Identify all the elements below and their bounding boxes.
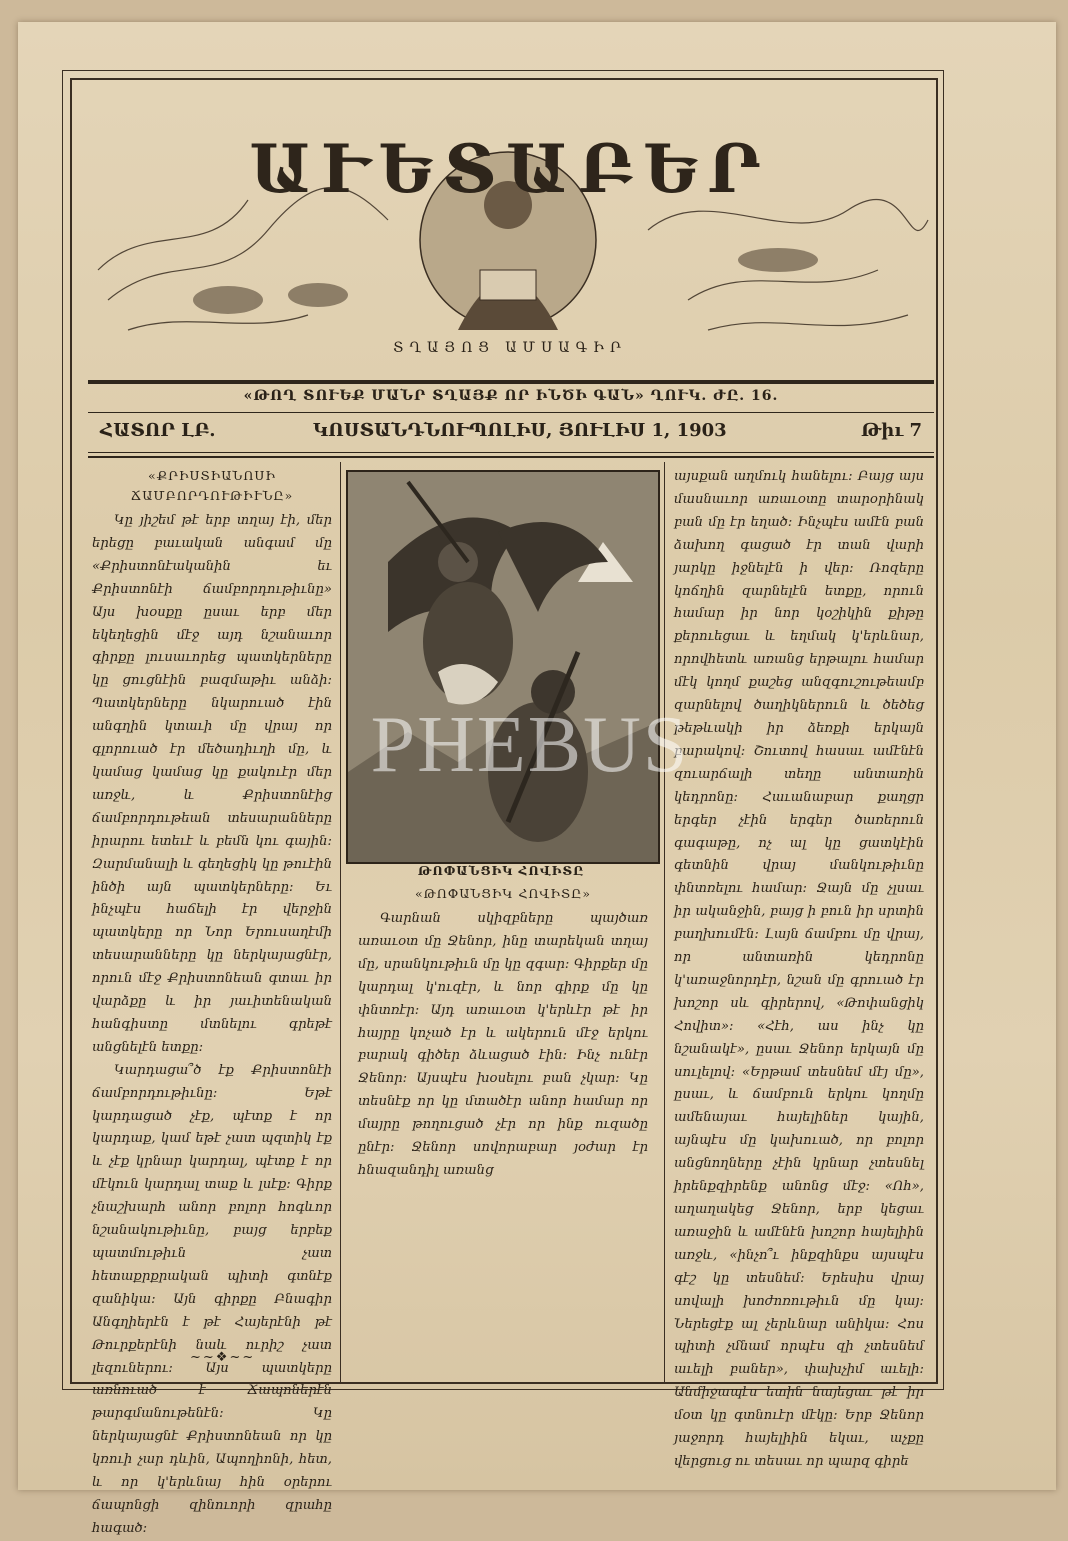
demon-warrior-engraving-icon: [348, 472, 658, 862]
divider: [88, 412, 934, 413]
divider: [88, 456, 934, 458]
ornament-divider: ~~❖~~: [190, 1350, 256, 1365]
volume-label: ՀԱՏՈՐ ԼԲ.: [100, 420, 216, 441]
column-right: [674, 466, 924, 1469]
masthead-title: ԱՒԵՏԱԲԵՐ: [249, 130, 771, 208]
column-left: [92, 466, 332, 1536]
divider: [88, 380, 934, 384]
paragraph: Գարնան սկիզբները պայծառ առաւօտ մը Ջենոր, ինը տարեկան տղայ մը, սրանկութիւն մը կը զգար։ Գիրքեր մը կարդալ կ'ուզէր, և նոր գիրք մը կը փնտռէր։ Այդ առաւօտ կ'երևէր թէ իր հայրը կոչած էր և ակերուն մէջ երկու բարակ գիծեր ձևացած էին։ Ինչ ունէր Ջենոր։ Այսպէս խօսելու բան չկար։ Կը տեսնէք որ կը մտածէր անոր համար որ մայրը թողուցած չէր որ ինք ուզածը ընէր։ Ջենոր սովորաբար յօժար էր հնազանդիլ առանց: [358, 911, 648, 1178]
column-rule: [664, 462, 665, 1382]
paragraph: Կը յիշեմ թէ երբ տղայ էի, մեր երեցը բաւական անգամ մը «Քրիստոնէականին եւ Քրիստոնէի ճամբորդութիւնը» Այս խօսքը ըսաւ երբ մեր եկեղեցին մէջ այդ նշանաւոր գիրքը լուսաւորեց պատկերները կը ցուցնէին բազմաթիւ անձի։ Պատկերները նկարուած էին անգղին կտաւի մը վրայ որ գլորուած էր մեծադիւղի մը, և կամաց կամաց կը քակուէր մեր առջև, և Քրիստոնէից ճամբորդութեան տեսարանները իրարու ետեւէ և բեմն կու գային։ Զարմանալի և գեղեցիկ կը թուէին ինծի այն պատկերները։ Եւ ինչպէս հաճելի էր վերջին պատկերը որ Նոր Երուսաղէմի տեսարանները կը ներկայացնէր, որուն մէջ Քրիստոնեան գտաւ իր վարձքը և իր յաւիտենական հանգիստը մտնելու գրեթէ անցնելէն ետքը։: [92, 513, 332, 1055]
issue-number: Թիւ 7: [861, 420, 922, 441]
paragraph: այսքան աղմուկ հանելու։ Բայց այս մասնաւոր առաւօտը տարօրինակ բան մը էր եղած։ Ինչպէս ամէն բան ձախող գացած էր տան վարի յարկը իջնելէն ի վեր։ Ռոզերը կոճղին զարնելէն ետքը, որուն համար իր նոր կօշիկին քիթը քերուեցաւ և եղմակ կ'երևնար, որովհետև առանց երթալու համար մէկ կողմ քաշեց անզգուշութեամբ զարնելով ծաղիկներուն և ծեծեց թեթևակի իր ձեռքի երկայն բարակով։ Շուտով հասաւ ամէնէն զուարճալի տեղը անտառին կեդրոնը։ Հաւանաբար քաղցր երգեր չէին երգեր ծառերուն գագաթը, ոչ ալ կը ցատկէին գետնին վրայ մանկութիւնը փնտռելու համար։ Ջայն մը չլսաւ իր ականջին, բայց ի բուն իր սրտին բաղխումէն։ Լայն ճամբու մը վրայ, որ անտառին կեդրոնը կ'առաջնորդէր, նշան մը գրուած էր խոշոր սև գիրերով, «Թոփանցիկ Հովիտ»։ «Հէհ, աս ինչ կը նշանակէ», ըսաւ Ջենոր երկայն մը սուլելով։ «Երթամ տեսնեմ մէյ մը», ըսաւ, և ճամբուն երկու կողմը ամենայաւ հայելիներ կային, այնպէս մը կախուած, որ բոլոր անցնողները չէին կրնար չտեսնել իրենքզիրենք անոնց մէջ։ «Ոհ», աղաղակեց Ջենոր, երբ կեցաւ առաջին և ամէնէն խոշոր հայելիին առջև, «ինչո՞ւ ինքզինքս այսպէս գէշ կը տեսնեմ։ Երեսիս վրայ սովալի խոժոռութիւն մը կայ։ Ներեցէք ալ չերևնար անիկա։ Հոս պիտի չմնամ որպէս զի չտեսնեմ աւելի բաներ», փախչիմ աւելի։ Անմիջապէս ետին նայեցաւ թէ իր մօտ կը գտնուէր մէկը։ Երբ Ջենոր յաջորդ հայելիին եկաւ, աչքը վերցուց ու տեսաւ որ պարզ գիրե: [674, 469, 924, 1469]
watermark: PHEBUS: [370, 701, 690, 789]
column-middle: [358, 884, 648, 1374]
place-date: ԿՈՍՏԱՆԴՆՈՒՊՈԼԻՍ, ՅՈՒԼԻՍ 1, 1903: [313, 420, 727, 441]
masthead-subtitle: ՏՂԱՅՈՑ ԱՄՍԱԳԻՐ: [393, 340, 627, 356]
illustration-caption: ԹՈՓԱՆՑԻԿ ՀՈՎԻՏԸ: [417, 864, 585, 878]
divider: [88, 452, 934, 453]
masthead: [88, 100, 932, 370]
article-heading: [92, 466, 332, 506]
heading-line: ՃԱՄԲՈՐԴՈՒԹԻՒՆԸ»: [130, 488, 294, 503]
dateline: [88, 420, 934, 450]
motto: «ԹՈՂ ՏՈՒԵՔ ՄԱՆՐ ՏՂԱՅՔ ՈՐ ԻՆԾԻ ԳԱՆ» ՂՈՒԿ. ԺԸ. 16.: [243, 388, 779, 404]
illustration: [346, 470, 660, 864]
column-rule: [340, 462, 341, 1382]
paragraph: Կարդացա՞ծ էք Քրիստոնէի ճամբորդութիւնը։ Եթէ կարդացած չէք, պէտք է որ կարդաք, կամ եթէ չատ պզտիկ էք և չէք կրնար կարդալ, պէտք է որ մէկուն կարդալ տաք և լսէք։ Գիրք չնաշխարհ անոր բոլոր հոգևոր նշանակութիւնը, բայց երբեք պատմութիւն չատ հետաքրքրական պիտի գտնէք զանիկա։ Այն գիրքը Բնագիր Անգղիերէն է թէ Հայերէնի թէ Թուրքերէնի նաև ուրիշ չատ լեզուներու։ Այս պատկերը առնուած է Ճապոներէն թարգմանութենէն։ Կը ներկայացնէ Քրիստոնեան որ կը կռուի չար դևին, Ապողիոնի, հետ, և որ կ'երևնայ հին օրերու ճապոնցի զինուորի զրահը հագած։: [92, 1062, 332, 1536]
article-heading: «ԹՈՓԱՆՑԻԿ ՀՈՎԻՏԸ»: [415, 886, 591, 901]
heading-line: «ՔՐԻՍՏԻԱՆՈՍԻ: [148, 468, 276, 483]
